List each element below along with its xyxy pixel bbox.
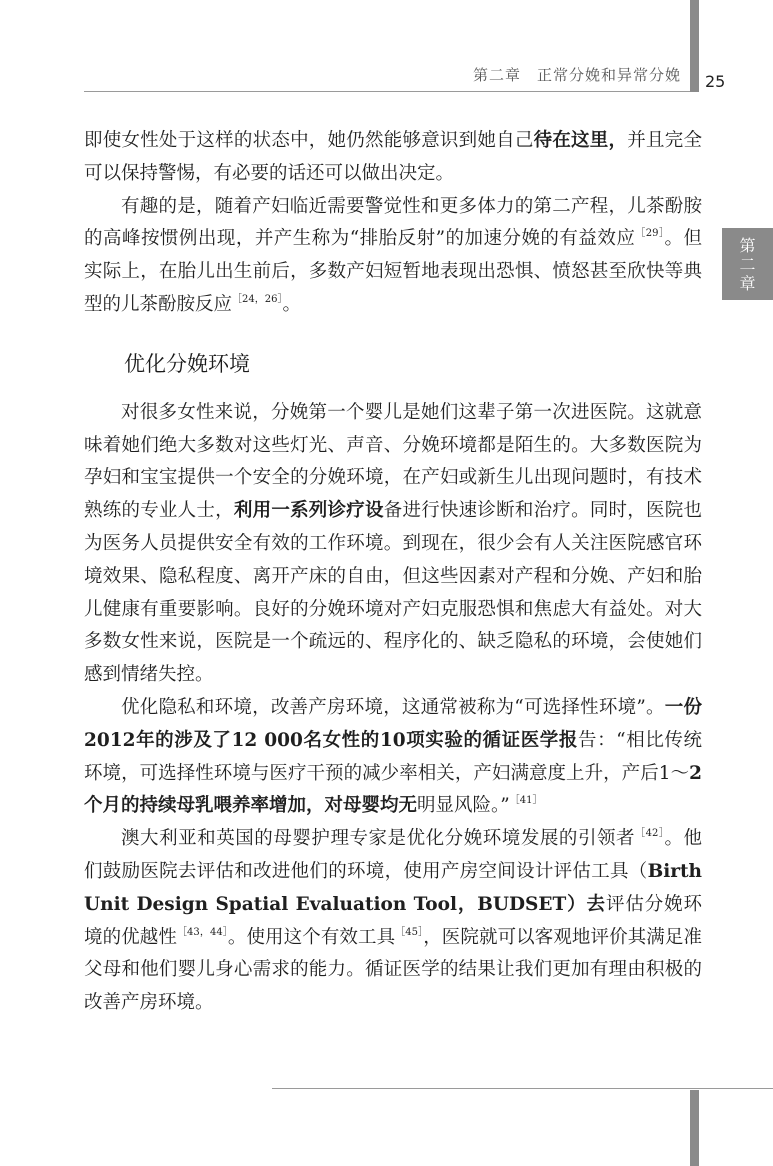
side-tab-char-1: 第 [739, 235, 756, 255]
paragraph-1 [84, 125, 702, 191]
text-run: 。使用这个有效工具 [227, 926, 396, 948]
bold-run: 利用一系列诊疗设 [233, 500, 384, 522]
side-tab-char-3: 章 [739, 273, 756, 293]
header-rule [84, 91, 690, 92]
bottom-margin-bar [690, 1090, 699, 1166]
citation: ［43，44］ [176, 926, 228, 938]
running-header: 第二章 正常分娩和异常分娩 [472, 66, 681, 84]
text-run: 备进行快速诊断和治疗。同时，医院也为医务人员提供安全有效的工作环境。到现在，很少会有人关注医院感官环境效果、隐私程度、离开产床的自由，但这些因素对产程和分娩、产妇和胎儿健康有重要影响。良好的分娩环境对产妇克服恐惧和焦虑大有益处。对大多数女性来说，医院是一个疏远的、程序化的、缺乏隐私的环境，会使她们感到情绪失控。 [84, 500, 702, 686]
bold-run: 一份2012年的涉及了12 000名女性的10项实验的循证医学报 [84, 696, 702, 751]
paragraph-4 [84, 692, 702, 823]
text-run: ，医院就可以客观地评价其满足准父母和他们婴儿身心需求的能力。循证医学的结果让我们更加有理由积极的改善产房环境。 [84, 926, 702, 1014]
text-run: 告：“相比传统环境，可选择性环境与医疗干预的减少率相关，产妇满意度上升，产后1～ [84, 729, 702, 784]
text-run: 澳大利亚和英国的母婴护理专家是优化分娩环境发展的引领者 [121, 828, 636, 850]
text-run: 即使女性处于这样的状态中，她仍然能够意识到她自己 [84, 130, 534, 151]
top-margin-bar [690, 0, 699, 92]
bold-run: 待在这里， [533, 130, 628, 151]
paragraph-2 [84, 191, 702, 322]
page-body [84, 125, 702, 1020]
paragraph-5 [84, 823, 702, 1020]
chapter-side-tab [722, 228, 773, 300]
text-run: 有趣的是，随着产妇临近需要警觉性和更多体力的第二产程，儿茶酚胺的高峰按惯例出现，并产生称为“排胎反射”的加速分娩的有益效应 [84, 195, 702, 250]
citation: ［45］ [395, 926, 424, 938]
text-run: 优化隐私和环境，改善产房环境，这通常被称为“可选择性环境”。 [121, 696, 665, 718]
text-run: 对很多女性来说，分娩第一个婴儿是她们这辈子第一次进医院。这就意味着她们绝大多数对这些灯光、声音、分娩环境都是陌生的。大多数医院为孕妇和宝宝提供一个安全的分娩环境，在产妇或新生儿出现问题时，有技术熟练的专业人士， [84, 401, 702, 522]
side-tab-char-2: 二 [739, 254, 756, 274]
citation: ［41］ [509, 795, 543, 807]
section-heading: 优化分娩环境 [124, 351, 250, 376]
citation: ［24，26］ [232, 293, 283, 305]
citation: ［42］ [635, 828, 665, 840]
footer-rule [272, 1088, 773, 1089]
bold-run: Birth Unit Design Spatial Evaluation Tool，BUDSET）去 [84, 860, 702, 915]
citation: ［29］ [635, 228, 665, 240]
text-run: 。他们鼓励医院去评估和改进他们的环境，使用产房空间设计评估工具（ [84, 828, 702, 882]
paragraph-3 [84, 397, 702, 692]
text-run: 并且完全可以保持警惕，有必要的话还可以做出决定。 [84, 130, 702, 184]
text-run: 评估分娩环境的优越性 [84, 893, 702, 948]
text-run: 明显风险。” [417, 795, 510, 817]
text-run: 。 [282, 293, 301, 315]
text-run: 。但实际上，在胎儿出生前后，多数产妇短暂地表现出恐惧、愤怒甚至欣快等典型的儿茶酚胺反应 [84, 228, 702, 315]
bold-run: 2个月的持续母乳喂养率增加，对母婴均无 [84, 762, 702, 817]
page-number: 25 [705, 72, 726, 91]
